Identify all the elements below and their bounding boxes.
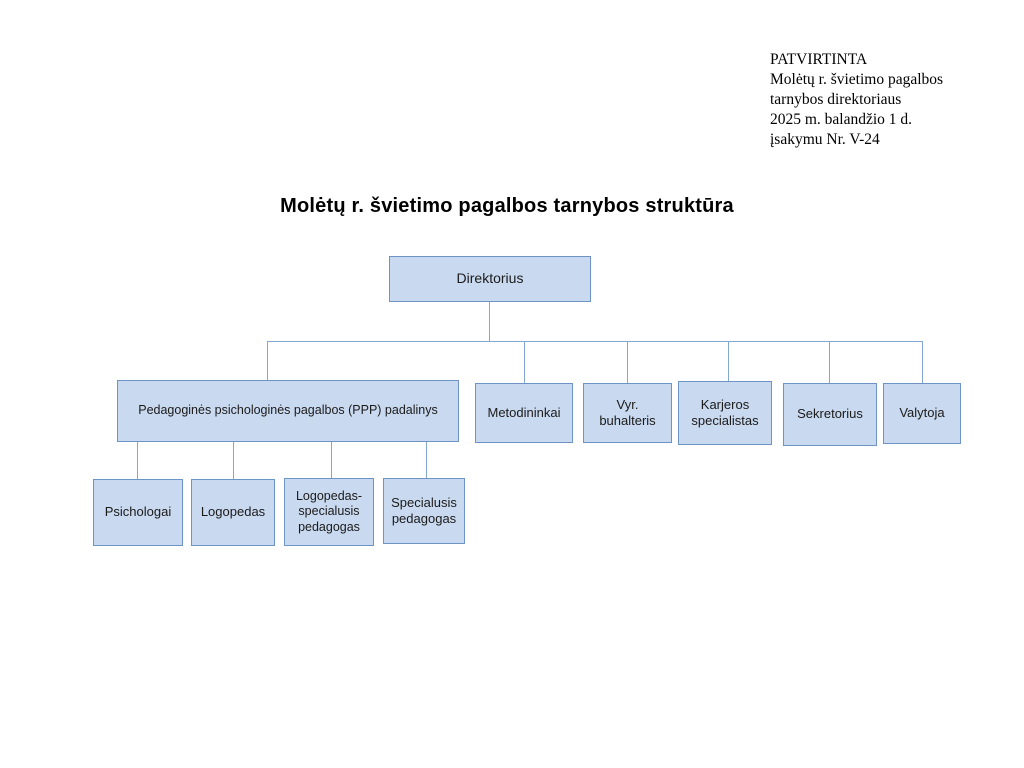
org-box-label: Karjeros specialistas: [691, 396, 759, 428]
approval-line: įsakymu Nr. V-24: [770, 131, 880, 148]
approval-line: PATVIRTINTA: [770, 51, 868, 68]
page-title: Molėtų r. švietimo pagalbos tarnybos struktūra: [280, 195, 734, 217]
org-box-label: Direktorius: [456, 270, 524, 287]
org-box-direktorius: [389, 256, 591, 302]
org-box-logopedas-specialusis-pedagogas: [284, 478, 374, 546]
org-box-ppp-padalinys: [117, 380, 459, 442]
connector-drop-logopedas: [233, 441, 234, 480]
org-box-label: Psichologai: [104, 504, 172, 520]
org-box-logopedas: [191, 479, 275, 546]
org-box-psichologai: [93, 479, 183, 546]
connector-drop-sekretorius: [829, 341, 830, 384]
approval-line: tarnybos direktoriaus: [770, 91, 902, 108]
connector-drop-specialusis-pedagogas: [426, 441, 427, 479]
approval-line: Molėtų r. švietimo pagalbos: [770, 71, 944, 88]
org-box-karjeros-specialistas: [678, 381, 772, 445]
connector-drop-psichologai: [137, 441, 138, 480]
org-box-label: Valytoja: [899, 405, 945, 421]
connector-drop-logopedas-specialusis: [331, 441, 332, 479]
org-box-specialusis-pedagogas: [383, 478, 465, 544]
org-box-label: Metodininkai: [487, 404, 561, 420]
connector-drop-valytoja: [922, 341, 923, 384]
org-box-valytoja: [883, 383, 961, 444]
approval-block: [770, 50, 1010, 150]
org-box-sekretorius: [783, 383, 877, 446]
org-box-label: Logopedas-specialusis pedagogas: [295, 488, 363, 534]
connector-root-drop: [489, 302, 490, 341]
connector-drop-ppp: [267, 341, 268, 381]
org-box-label: Vyr. buhalteris: [599, 396, 656, 428]
org-box-metodininkai: [475, 383, 573, 443]
org-box-label: Specialusis pedagogas: [391, 494, 457, 526]
org-box-vyr-buhalteris: [583, 383, 672, 443]
approval-line: 2025 m. balandžio 1 d.: [770, 111, 913, 128]
connector-drop-metodininkai: [524, 341, 525, 384]
connector-level2-rail: [267, 341, 922, 342]
connector-drop-vyr-buhalteris: [627, 341, 628, 384]
org-box-label: Logopedas: [200, 504, 266, 520]
org-box-label: Sekretorius: [797, 406, 863, 422]
org-box-label: Pedagoginės psichologinės pagalbos (PPP) padalinys: [138, 403, 438, 418]
connector-drop-karjeros: [728, 341, 729, 382]
